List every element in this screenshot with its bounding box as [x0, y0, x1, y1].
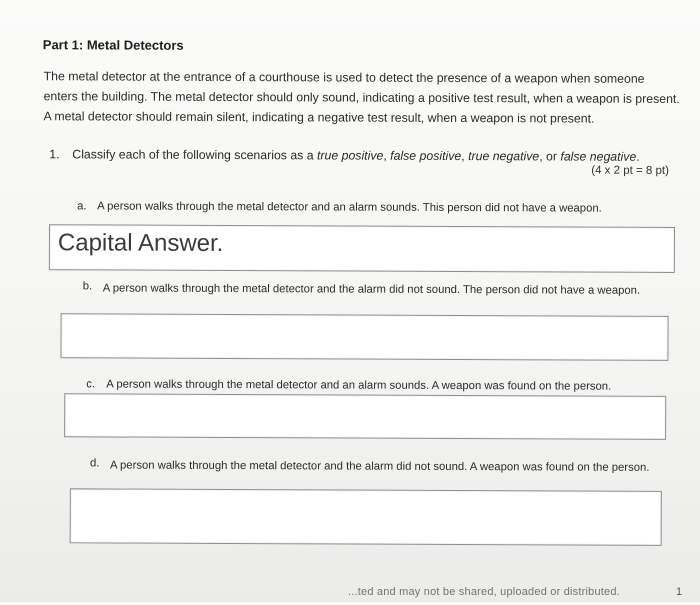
scenario-d [89, 453, 670, 474]
answer-box-a[interactable] [49, 224, 675, 273]
scenario-b [82, 276, 675, 297]
intro-paragraph: The metal detector at the entrance of a courthouse is used to detect the presence of a weapon when someone enters the building. The metal detector should only sound, indicating a positive test result, when a weapon is present. A metal detector should remain silent, indicating a negative test result, when a weapon is not present. [43, 69, 680, 126]
answer-text-a: Capital Answer. [57, 229, 224, 257]
scenario-text: A person walks through the metal detector and an alarm sounds. A weapon was found on the person. [106, 378, 612, 393]
scenario-text: A person walks through the metal detector and the alarm did not sound. A weapon was found on the person. [109, 459, 650, 474]
scenario-a [77, 196, 677, 215]
scenario-c [86, 374, 676, 393]
answer-box-d[interactable] [70, 488, 662, 546]
page-number: 1 [676, 586, 683, 598]
question-text: Classify each of the following scenarios as a true positive, false positive, true negative, or false negative. [72, 147, 640, 164]
scenario-letter: a. [77, 200, 87, 213]
scenario-text: A person walks through the metal detector and the alarm did not sound. The person did not have a weapon. [102, 282, 641, 297]
copyright-footer: ...ted and may not be shared, uploaded or distributed. [348, 586, 620, 598]
answer-box-b[interactable] [60, 313, 668, 361]
scenario-letter: c. [86, 378, 96, 391]
scenario-letter: b. [82, 280, 93, 293]
answer-box-c[interactable] [64, 393, 666, 440]
section-heading: Part 1: Metal Detectors [42, 37, 184, 53]
scenario-letter: d. [89, 457, 100, 470]
scenario-text: A person walks through the metal detector and an alarm sounds. This person did not have a weapon. [97, 200, 602, 215]
points-label: (4 x 2 pt = 8 pt) [591, 164, 669, 177]
question-number: 1. [49, 147, 60, 162]
